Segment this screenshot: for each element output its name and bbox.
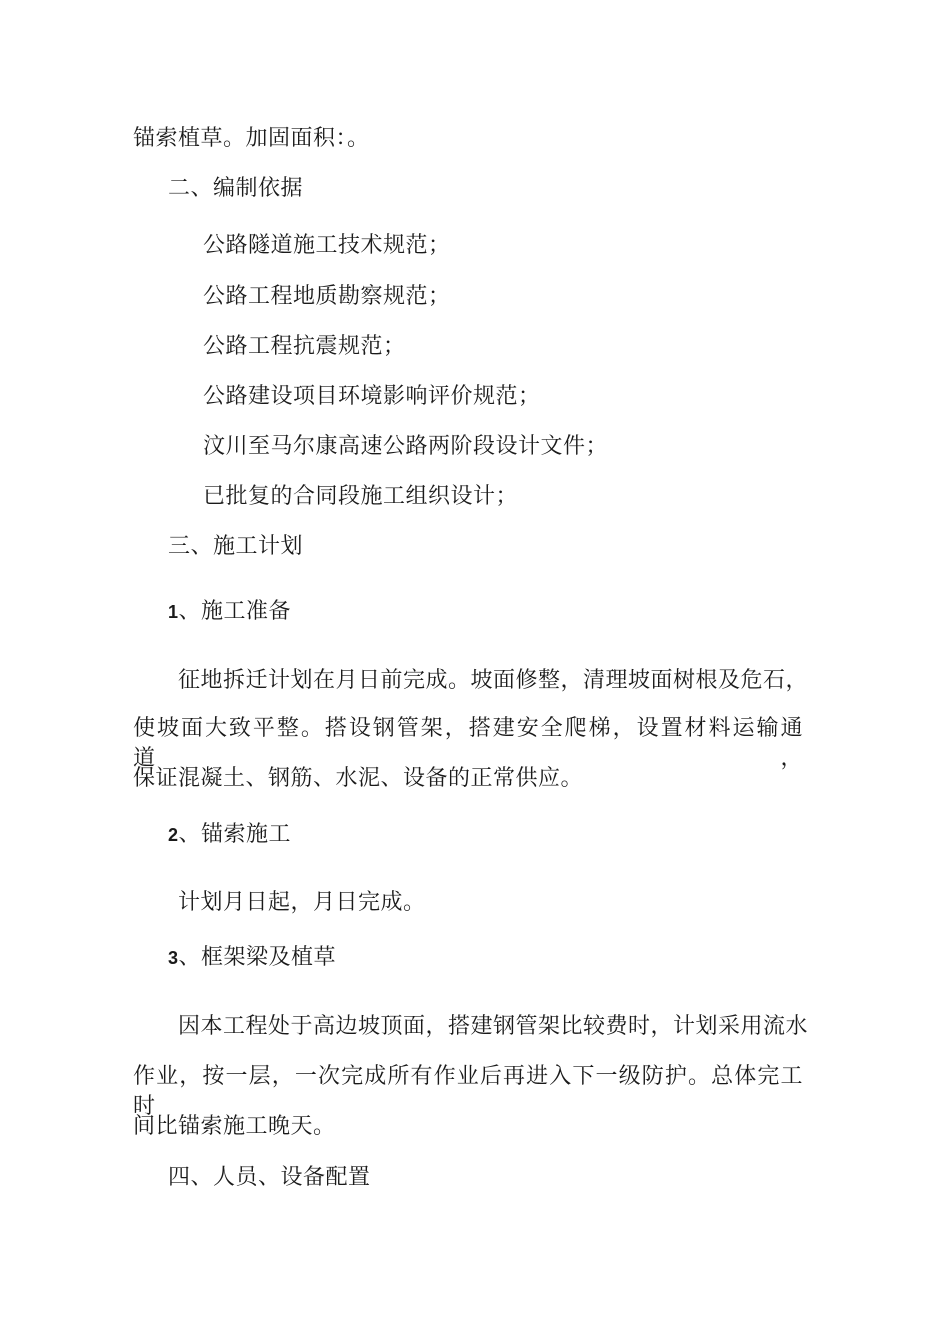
section-3-heading: 三、施工计划 bbox=[168, 534, 304, 559]
basis-item-2: 公路工程地质勘察规范； bbox=[203, 284, 451, 309]
subsection-3-number: 3 bbox=[168, 948, 179, 968]
frame-paragraph-line-2: 作业，按一层，一次完成所有作业后再进入下一级防护。总体完工时 bbox=[133, 1064, 803, 1119]
frame-paragraph-line-1: 因本工程处于高边坡顶面，搭建钢管架比较费时，计划采用流水 bbox=[178, 1014, 809, 1039]
subsection-2-number: 2 bbox=[168, 825, 179, 845]
subsection-1-number: 1 bbox=[168, 602, 179, 622]
prep-paragraph-line-3: 保证混凝土、钢筋、水泥、设备的正常供应。 bbox=[133, 766, 584, 791]
basis-item-6: 已批复的合同段施工组织设计； bbox=[203, 484, 519, 509]
subsection-3-heading bbox=[168, 943, 336, 973]
basis-item-5: 汶川至马尔康高速公路两阶段设计文件； bbox=[203, 434, 609, 459]
basis-item-3: 公路工程抗震规范； bbox=[203, 334, 406, 359]
section-2-heading: 二、编制依据 bbox=[168, 176, 304, 201]
subsection-3-title: 、框架梁及植草 bbox=[178, 945, 337, 970]
prep-paragraph-line-2: 使坡面大致平整。搭设钢管架，搭建安全爬梯，设置材料运输通道， bbox=[133, 716, 803, 771]
subsection-2-heading bbox=[168, 820, 291, 850]
basis-item-4: 公路建设项目环境影响评价规范； bbox=[203, 384, 541, 409]
subsection-1-title: 、施工准备 bbox=[178, 599, 292, 624]
frame-paragraph-line-3: 间比锚索施工晚天。 bbox=[133, 1114, 336, 1139]
section-4-heading: 四、人员、设备配置 bbox=[168, 1165, 371, 1190]
subsection-2-title: 、锚索施工 bbox=[178, 822, 292, 847]
anchor-schedule-line: 计划月日起，月日完成。 bbox=[178, 890, 426, 915]
intro-tail-text: 锚索植草。加固面积：。 bbox=[133, 126, 370, 151]
prep-paragraph-line-1: 征地拆迁计划在月日前完成。坡面修整，清理坡面树根及危石， bbox=[178, 668, 809, 693]
subsection-1-heading bbox=[168, 597, 291, 627]
basis-item-1: 公路隧道施工技术规范； bbox=[203, 233, 451, 258]
